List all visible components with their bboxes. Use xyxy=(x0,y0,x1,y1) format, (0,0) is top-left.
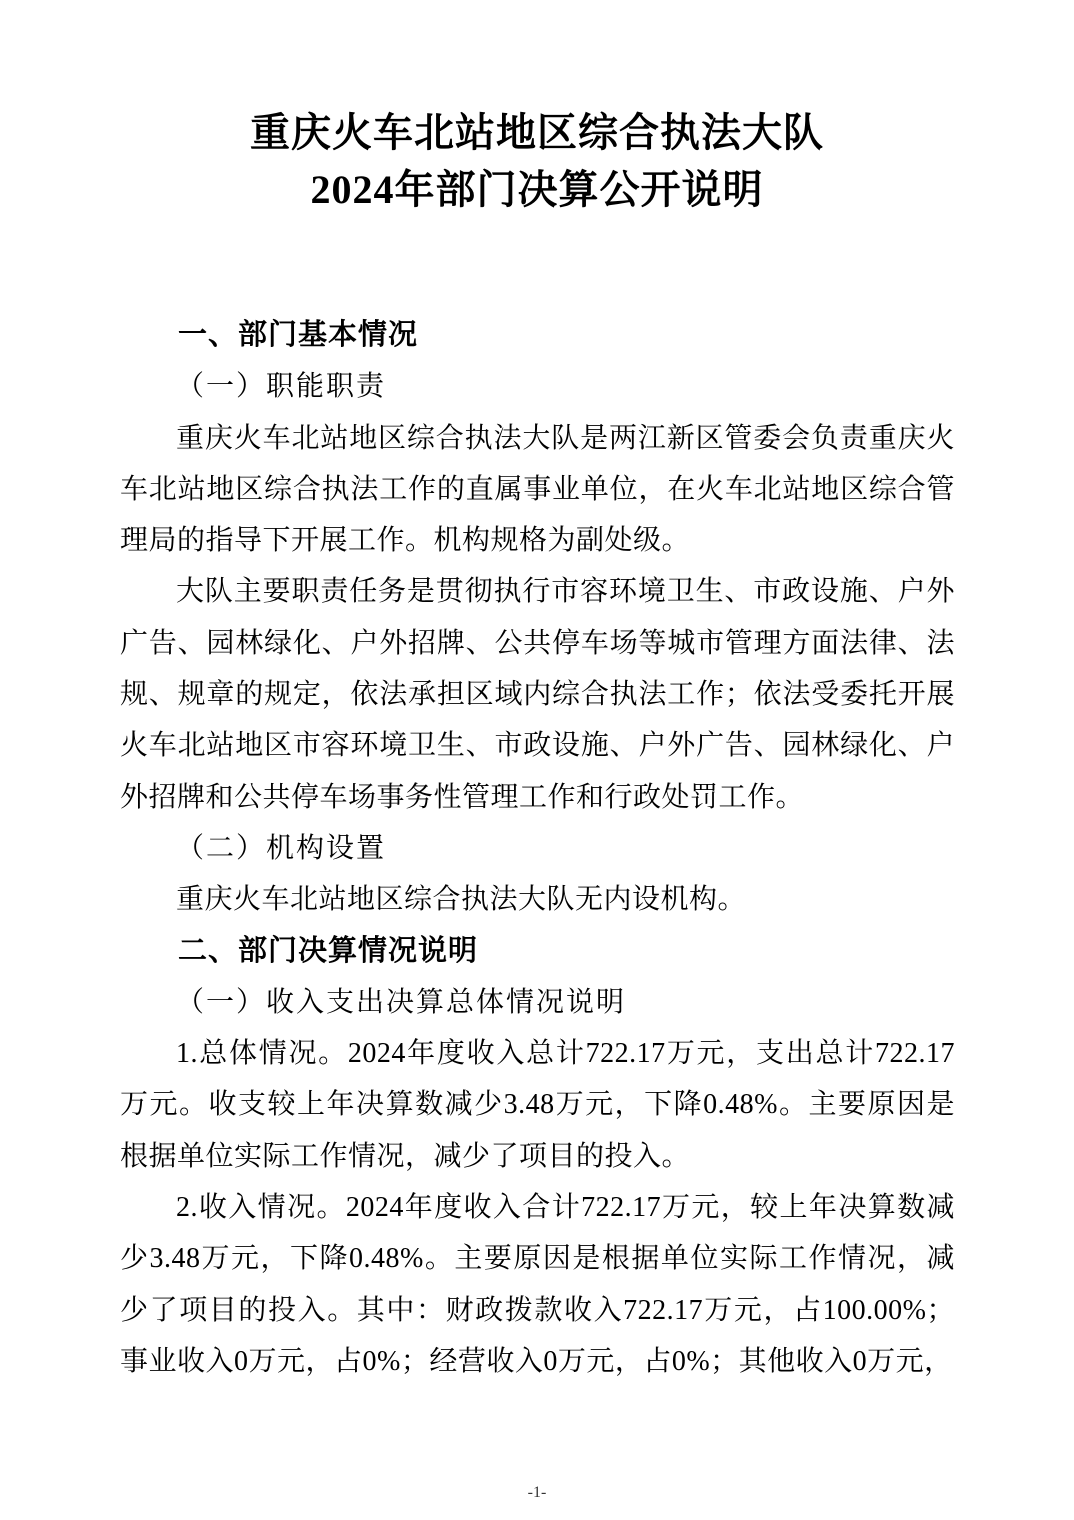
paragraph-main-duties: 大队主要职责任务是贯彻执行市容环境卫生、市政设施、户外广告、园林绿化、户外招牌、公共停车场等城市管理方面法律、法规、规章的规定，依法承担区域内综合执法工作；依法受委托开展火车北站地区市容环境卫生、市政设施、户外广告、园林绿化、户外招牌和公共停车场事务性管理工作和行政处罚工作。 xyxy=(120,576,955,813)
subsection-heading-org-structure: （二）机构设置 xyxy=(176,832,387,864)
paragraph-unit-description: 重庆火车北站地区综合执法大队是两江新区管委会负责重庆火车北站地区综合执法工作的直属事业单位，在火车北站地区综合管理局的指导下开展工作。机构规格为副处级。 xyxy=(120,422,955,557)
subsection-heading-income-expense-overview: （一）收入支出决算总体情况说明 xyxy=(176,986,627,1018)
page-number: -1- xyxy=(527,1484,547,1501)
paragraph-income-situation: 2.收入情况。2024年度收入合计722.17万元，较上年决算数减少3.48万元，下降0.48%。主要原因是根据单位实际工作情况，减少了项目的投入。其中：财政拨款收入722.17万元，占100.00%；事业收入0万元，占0%；经营收入0万元，占0%；其他收入0万元， xyxy=(120,1192,955,1377)
document-title xyxy=(0,0,1074,218)
section-heading-basic-info: 一、部门基本情况 xyxy=(178,319,419,351)
document-body xyxy=(120,310,955,1387)
document-title-line-2: 2024年部门决算公开说明 xyxy=(310,167,764,212)
paragraph-overall-situation: 1.总体情况。2024年度收入总计722.17万元，支出总计722.17万元。收支较上年决算数减少3.48万元，下降0.48%。主要原因是根据单位实际工作情况，减少了项目的投入。 xyxy=(120,1038,955,1172)
subsection-heading-duties: （一）职能职责 xyxy=(176,371,387,403)
section-heading-final-accounts: 二、部门决算情况说明 xyxy=(178,934,479,967)
document-title-line-1: 重庆火车北站地区综合执法大队 xyxy=(250,110,824,155)
paragraph-org-structure: 重庆火车北站地区综合执法大队无内设机构。 xyxy=(176,884,747,916)
